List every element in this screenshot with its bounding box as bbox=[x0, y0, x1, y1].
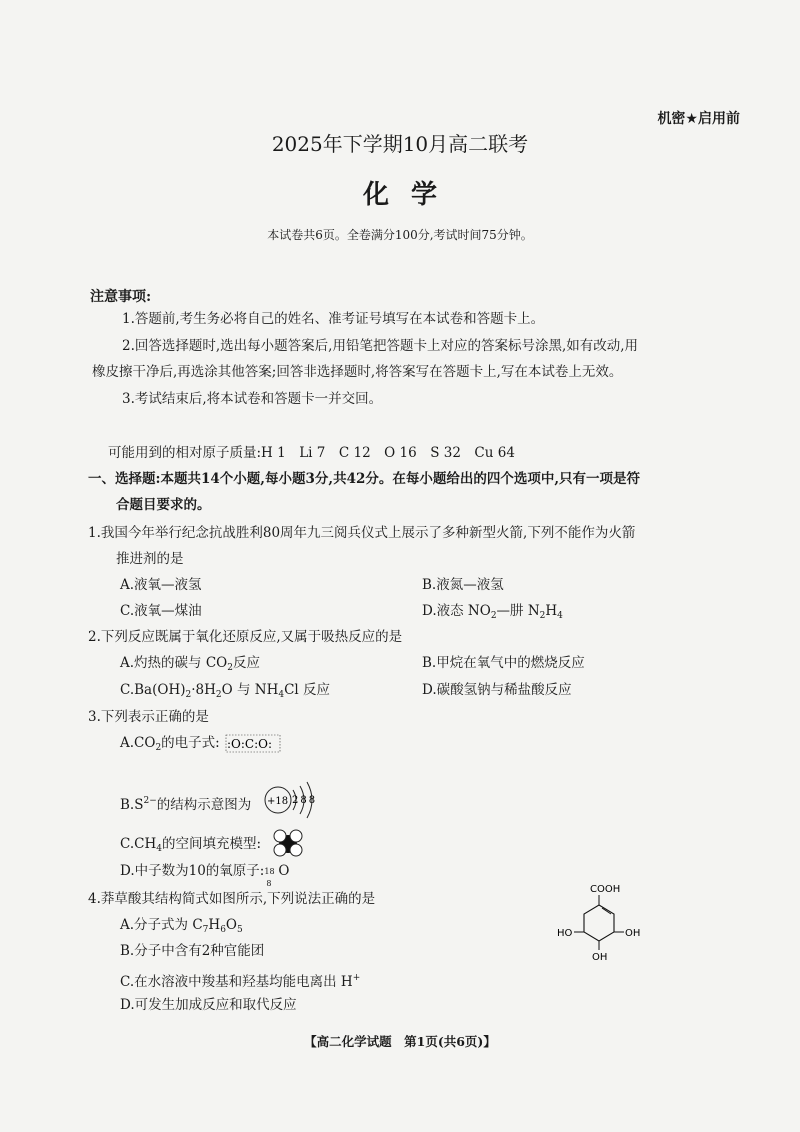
mol-oh-bottom: OH bbox=[592, 952, 608, 963]
mol-cooh-label: COOH bbox=[590, 884, 621, 895]
ch4-space-filling-model bbox=[272, 828, 304, 858]
q1-option-a: A.液氧—液氢 bbox=[120, 577, 202, 593]
atom-shell-electrons: 288 bbox=[292, 795, 318, 806]
svg-text::O:C:O:: :O:C:O: bbox=[227, 737, 273, 751]
q3-option-d: D.中子数为10的氧原子: 18 8 O bbox=[120, 863, 290, 888]
page-footer: 【高二化学试题 第1页(共6页)】 bbox=[304, 1034, 496, 1049]
notice-item-2: 2.回答选择题时,选出每小题答案后,用铅笔把答题卡上对应的答案标号涂黑,如有改动,用 bbox=[122, 338, 639, 354]
q1-stem-cont: 推进剂的是 bbox=[116, 551, 184, 567]
q3-option-c: $C.CH_4$的空间填充模型: bbox=[120, 836, 262, 854]
q1-option-c: C.液氧—煤油 bbox=[120, 603, 202, 619]
q4-option-b: B.分子中含有2种官能团 bbox=[120, 943, 265, 959]
q3-option-a: $A.CO_2$的电子式: bbox=[120, 735, 220, 753]
exam-title: 2025年下学期10月高二联考 bbox=[271, 132, 529, 156]
q3-option-b: $B.S^{2-}$的结构示意图为 bbox=[120, 796, 252, 813]
q3-stem: 3.下列表示正确的是 bbox=[88, 709, 209, 725]
notice-item-2-cont: 橡皮擦干净后,再选涂其他答案;回答非选择题时,将答案写在答题卡上,写在本试卷上无效。 bbox=[92, 364, 623, 380]
q4-stem: 4.莽草酸其结构简式如图所示,下列说法正确的是 bbox=[88, 891, 376, 907]
q2-option-a: A.灼热的碳与 $CO_2$反应 bbox=[120, 655, 260, 673]
q2-stem: 2.下列反应既属于氧化还原反应,又属于吸热反应的是 bbox=[88, 629, 403, 645]
mol-ho-left: HO bbox=[557, 928, 573, 939]
co2-electron-formula-image bbox=[224, 732, 284, 754]
sulfide-ion-structure-diagram bbox=[262, 776, 322, 824]
notice-item-1: 1.答题前,考生务必将自己的姓名、准考证号填写在本试卷和答题卡上。 bbox=[122, 311, 545, 327]
q2-option-d: D.碳酸氢钠与稀盐酸反应 bbox=[422, 682, 572, 698]
exam-intro: 本试卷共6页。全卷满分100分,考试时间75分钟。 bbox=[267, 228, 533, 242]
atomic-masses: 可能用到的相对原子质量:H 1 Li 7 C 12 O 16 S 32 Cu 64 bbox=[108, 445, 515, 461]
atom-nucleus-charge: +18 bbox=[267, 796, 289, 807]
q4-option-a: A.分子式为 $C_7H_6O_5$ bbox=[120, 917, 243, 935]
subject-title: 化学 bbox=[362, 180, 459, 210]
notice-heading: 注意事项: bbox=[90, 289, 152, 305]
mol-oh-right: OH bbox=[625, 928, 641, 939]
q1-stem: 1.我国今年举行纪念抗战胜利80周年九三阅兵仪式上展示了多种新型火箭,下列不能作为火箭 bbox=[88, 525, 636, 541]
section1-heading: 一、选择题:本题共14个小题,每小题3分,共42分。在每小题给出的四个选项中,只有一项是符 bbox=[88, 471, 641, 487]
q1-option-b: B.液氮—液氢 bbox=[422, 577, 504, 593]
q4-option-c: C.在水溶液中羧基和羟基均能电离出 H+ bbox=[120, 973, 361, 990]
shikimic-acid-structure bbox=[552, 880, 662, 970]
q4-option-d: D.可发生加成反应和取代反应 bbox=[120, 997, 297, 1013]
q2-option-c: $C.Ba(OH)_2\cdot 8H_2O$ 与 $NH_4Cl$ 反应 bbox=[120, 682, 331, 700]
q2-option-b: B.甲烷在氧气中的燃烧反应 bbox=[422, 655, 585, 671]
confidential-label: 机密★启用前 bbox=[657, 111, 740, 127]
q1-option-d: D.液态 $NO_2—$肼 $N_2H_4$ bbox=[422, 603, 563, 621]
notice-item-3: 3.考试结束后,将本试卷和答题卡一并交回。 bbox=[122, 391, 383, 407]
section1-heading-cont: 合题目要求的。 bbox=[116, 497, 211, 513]
